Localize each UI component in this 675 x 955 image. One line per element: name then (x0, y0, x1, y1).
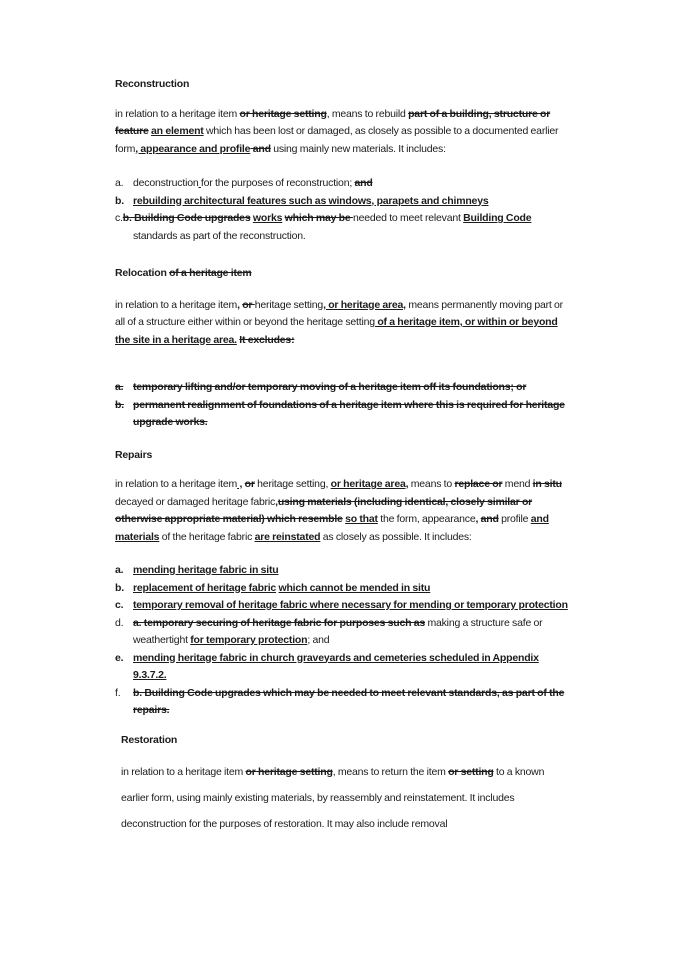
text-run: a. (115, 381, 124, 393)
list-item-text (133, 399, 565, 429)
text-run: standards as part of the reconstruction. (133, 229, 306, 242)
text-run: for temporary protection (190, 634, 308, 646)
text-run: of a heritage item, or within or beyond the site in a heritage area. (115, 316, 558, 346)
text-run: permanent realignment of foundations of a heritage item where this is required for heritage upgrade works. (133, 398, 565, 428)
text-run: to a known earlier form, using mainly existing materials, by reassembly and reinstatement. It includes deconstruction for the purposes of restoration. It may also include removal (121, 766, 545, 830)
text-run: means permanently moving part or all of a structure either within or beyond the heritage setting (115, 298, 563, 328)
list-item (115, 562, 570, 580)
text-run: or heritage area, (330, 478, 409, 490)
list-item (115, 379, 570, 397)
text-run: d. (115, 616, 124, 629)
text-run: so that (345, 513, 378, 525)
text-run: which cannot be mended in situ (278, 581, 431, 594)
text-run: ; and (307, 634, 330, 646)
definition-heading-restoration (121, 732, 570, 750)
text-run: It excludes: (239, 333, 295, 346)
text-run: as closely as possible. It includes: (320, 530, 472, 543)
text-run: a. temporary securing of heritage fabric for purposes such as (133, 616, 426, 629)
list-item-text (133, 582, 430, 594)
list-marker (115, 397, 133, 415)
text-run: part of a building, structure or feature (115, 107, 551, 137)
text-run: e. (115, 651, 124, 664)
text-run: in relation to a heritage item (121, 766, 246, 778)
list-item (115, 580, 570, 598)
list-marker (115, 562, 133, 580)
text-run: , (237, 478, 243, 490)
text-run: decayed or damaged heritage fabric (115, 495, 276, 508)
text-run: b. (115, 398, 124, 411)
definition-intro-repairs (115, 476, 570, 546)
text-run: an element (151, 125, 204, 137)
list-marker (115, 175, 133, 193)
text-run: of a heritage item (169, 267, 252, 279)
definition-intro-restoration (121, 759, 570, 837)
list-marker (115, 650, 133, 668)
list-marker (115, 685, 133, 703)
definition-list-repairs (115, 562, 570, 720)
list-marker (115, 580, 133, 598)
text-run: needed to meet relevant (352, 212, 464, 224)
text-run: heritage setting (254, 298, 324, 311)
text-run: replace or (454, 478, 503, 490)
definition-heading-repairs (115, 447, 570, 465)
text-run: Reconstruction (115, 78, 190, 90)
section-relocation (115, 265, 570, 432)
text-run: c. (115, 599, 124, 611)
text-run: Building Code (463, 212, 532, 224)
text-run: using mainly new materials. It includes: (270, 142, 446, 155)
list-item (115, 597, 570, 615)
text-run: temporary lifting and/or temporary moving of a heritage item off its foundations; or (133, 381, 527, 393)
text-run: in situ (532, 478, 562, 490)
list-item (115, 175, 570, 193)
list-item-text (115, 212, 531, 242)
text-run: Relocation (115, 267, 170, 279)
text-run: , (475, 513, 479, 525)
text-run: and (354, 177, 373, 189)
text-run: which may be (284, 212, 353, 224)
text-run: and materials (115, 513, 549, 543)
text-run: b. (115, 194, 124, 207)
list-item-text (133, 617, 542, 647)
section-reconstruction (115, 76, 570, 245)
list-item-text (133, 381, 526, 393)
list-marker (115, 379, 133, 397)
list-marker (115, 615, 133, 633)
text-run: mending heritage fabric in church graveyards and cemeteries scheduled in Appendix 9.3.7.2. (133, 651, 539, 681)
definition-intro-reconstruction (115, 106, 570, 159)
text-run: profile (498, 513, 531, 525)
text-run: works (252, 212, 283, 224)
text-run: rebuilding architectural features such as windows, parapets and chimneys (133, 194, 489, 207)
list-item-text (133, 195, 488, 207)
list-item (115, 650, 570, 685)
text-run: mending heritage fabric in situ (133, 564, 279, 576)
section-repairs (115, 447, 570, 720)
text-run: are reinstated (254, 530, 321, 543)
text-run: or (244, 478, 255, 490)
list-marker (115, 193, 133, 211)
text-run: , means to return the item (332, 766, 449, 778)
list-item-text (133, 687, 564, 717)
list-item (115, 615, 570, 650)
text-run: heritage setting, (254, 478, 331, 490)
text-run: and (480, 513, 499, 525)
text-run: and (250, 142, 271, 155)
text-run: , appearance and profile (135, 142, 251, 155)
text-run: means to (408, 478, 455, 490)
text-run: b. Building Code upgrades (122, 212, 251, 224)
definition-heading-relocation (115, 265, 570, 283)
text-run: for the purposes of reconstruction; (200, 177, 355, 189)
definition-intro-relocation (115, 297, 570, 350)
text-run: deconstruction (133, 177, 199, 189)
text-run: , (275, 495, 278, 508)
text-run: b. Building Code upgrades which may be needed to meet relevant standards, as part of the repairs. (133, 686, 565, 716)
list-item-text (133, 652, 539, 682)
text-run: the form, appearance (377, 513, 476, 525)
list-item (115, 685, 570, 720)
text-run: making a structure safe or weathertight (133, 616, 543, 646)
text-run: or (242, 298, 255, 311)
text-run: or heritage setting (245, 766, 333, 778)
text-run: in relation to a heritage item (115, 298, 238, 311)
text-run: which has been lost or damaged, as closely as possible to a documented earlier form (115, 125, 559, 155)
text-run: , or heritage area, (323, 298, 406, 311)
text-run: mend (502, 478, 533, 490)
list-item-text (133, 564, 278, 576)
list-item (115, 397, 570, 432)
text-run: using materials (including identical, closely similar or otherwise appropriate material) which resemble (115, 495, 533, 525)
text-run: , means to rebuild (326, 107, 409, 120)
list-item-text (133, 599, 568, 611)
definition-list-relocation (115, 379, 570, 432)
list-marker (115, 597, 133, 615)
text-run: a. (115, 564, 124, 576)
definition-list-reconstruction (115, 175, 570, 245)
text-run: of the heritage fabric (159, 530, 255, 543)
text-run: in relation to a heritage item (115, 478, 238, 490)
list-item (115, 193, 570, 211)
text-run: or setting (448, 766, 494, 778)
text-run: in relation to a heritage item (115, 107, 240, 120)
text-run: Restoration (121, 733, 178, 746)
text-run: temporary removal of heritage fabric where necessary for mending or temporary protection (133, 599, 568, 611)
text-run: a. (115, 177, 124, 189)
text-run: c. (115, 212, 123, 224)
text-run: or heritage setting (239, 107, 327, 120)
text-run: f. (115, 686, 121, 699)
list-item-text (133, 177, 373, 189)
list-item (115, 210, 570, 245)
definition-heading-reconstruction (115, 76, 570, 94)
text-run: b. (115, 581, 124, 594)
text-run: , (237, 298, 240, 311)
section-restoration (121, 732, 570, 838)
text-run: Repairs (115, 448, 153, 461)
text-run: replacement of heritage fabric (133, 581, 277, 594)
